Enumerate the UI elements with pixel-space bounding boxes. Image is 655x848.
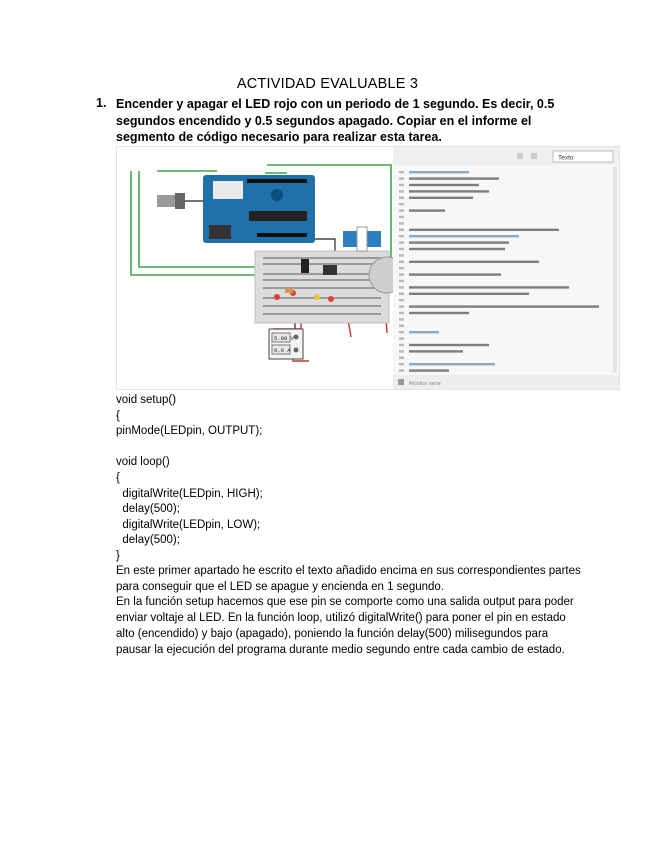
editor-code-line: [409, 235, 519, 237]
code-line: void loop(): [116, 456, 170, 469]
editor-line-number: [399, 197, 404, 199]
editor-mode-label[interactable]: Texto: [558, 154, 574, 162]
editor-code-line: [409, 344, 489, 346]
editor-code-line: [409, 184, 479, 186]
editor-line-number: [399, 171, 404, 173]
editor-line-number: [399, 254, 404, 256]
code-line: void setup(): [116, 394, 177, 406]
editor-line-number: [399, 216, 404, 218]
editor-line-number: [399, 350, 404, 352]
page-title: ACTIVIDAD EVALUABLE 3: [236, 76, 419, 92]
editor-line-number: [399, 318, 404, 320]
editor-line-number: [399, 184, 404, 186]
code-line: [116, 440, 263, 456]
code-line: {: [116, 409, 120, 422]
editor-code-line: [409, 363, 495, 365]
editor-code-line: [409, 286, 569, 288]
editor-line-number: [399, 235, 404, 237]
code-line: delay(500);: [116, 503, 180, 516]
editor-line-number: [399, 325, 404, 327]
editor-code-line: [409, 241, 509, 243]
editor-code-line: [409, 305, 599, 307]
editor-code-line: [409, 273, 501, 275]
supply-current-readout: 0.0 A: [274, 347, 291, 354]
editor-line-number: [399, 363, 404, 365]
editor-code-line: [409, 350, 463, 352]
editor-code-line: [409, 197, 473, 199]
code-block: [116, 393, 263, 565]
editor-code-line: [409, 312, 469, 314]
editor-line-number: [399, 222, 404, 224]
editor-line-number: [399, 203, 404, 205]
editor-code-line: [409, 369, 449, 371]
editor-line-number: [399, 241, 404, 243]
paragraph: En este primer apartado he escrito el texto añadido encima en sus correspondientes partes para conseguir que el LED se apague y encienda en 1 segundo.: [116, 565, 581, 593]
editor-line-number: [399, 248, 404, 250]
editor-line-number: [399, 305, 404, 307]
editor-line-number: [399, 357, 404, 359]
code-line: digitalWrite(LEDpin, HIGH);: [116, 487, 263, 500]
editor-line-number: [399, 177, 404, 179]
code-line: }: [116, 549, 120, 562]
editor-line-number: [399, 286, 404, 288]
editor-line-number: [399, 369, 404, 371]
explanation-text: [116, 564, 586, 658]
supply-voltage-readout: 5.00 V: [274, 335, 294, 342]
paragraph: En la función setup hacemos que ese pin se comporte como una salida output para poder enviar voltaje al LED. En la función loop, utilizó digitalWrite() para poner el pin en estado alto (encendido) y bajo (apagado), poniendo la función delay(500) milisegundos para pausar la ejecución del programa durante medio segundo entre cada cambio de estado.: [116, 596, 574, 656]
editor-line-number: [399, 261, 404, 263]
editor-line-number: [399, 190, 404, 192]
code-line: {: [116, 471, 120, 484]
circuit-screenshot: [116, 146, 620, 390]
editor-code-line: [409, 293, 529, 295]
editor-line-number: [399, 293, 404, 295]
serial-monitor-label[interactable]: Monitor serie: [409, 381, 441, 387]
editor-code-line: [409, 261, 539, 263]
editor-line-number: [399, 229, 404, 231]
question-number: 1.: [96, 96, 107, 110]
question-text: Encender y apagar el LED rojo con un periodo de 1 segundo. Es decir, 0.5 segundos encendido y 0.5 segundos apagado. Copiar en el informe el segmento de código necesario para realizar esta tarea.: [116, 97, 555, 144]
editor-line-number: [399, 312, 404, 314]
editor-code-line: [409, 177, 499, 179]
code-line: digitalWrite(LEDpin, LOW);: [116, 518, 261, 531]
editor-line-number: [399, 267, 404, 269]
editor-line-number: [399, 280, 404, 282]
editor-line-number: [399, 209, 404, 211]
editor-code-line: [409, 209, 445, 211]
editor-line-number: [399, 337, 404, 339]
editor-code-line: [409, 229, 559, 231]
editor-code-line: [409, 331, 439, 333]
code-line: pinMode(LEDpin, OUTPUT);: [116, 425, 263, 438]
editor-line-number: [399, 344, 404, 346]
code-line: delay(500);: [116, 534, 180, 547]
editor-code-line: [409, 171, 469, 173]
circuit-screenshot-image: [117, 147, 619, 389]
editor-line-number: [399, 331, 404, 333]
editor-line-number: [399, 273, 404, 275]
editor-code-line: [409, 248, 505, 250]
editor-line-number: [399, 299, 404, 301]
editor-code-line: [409, 190, 489, 192]
